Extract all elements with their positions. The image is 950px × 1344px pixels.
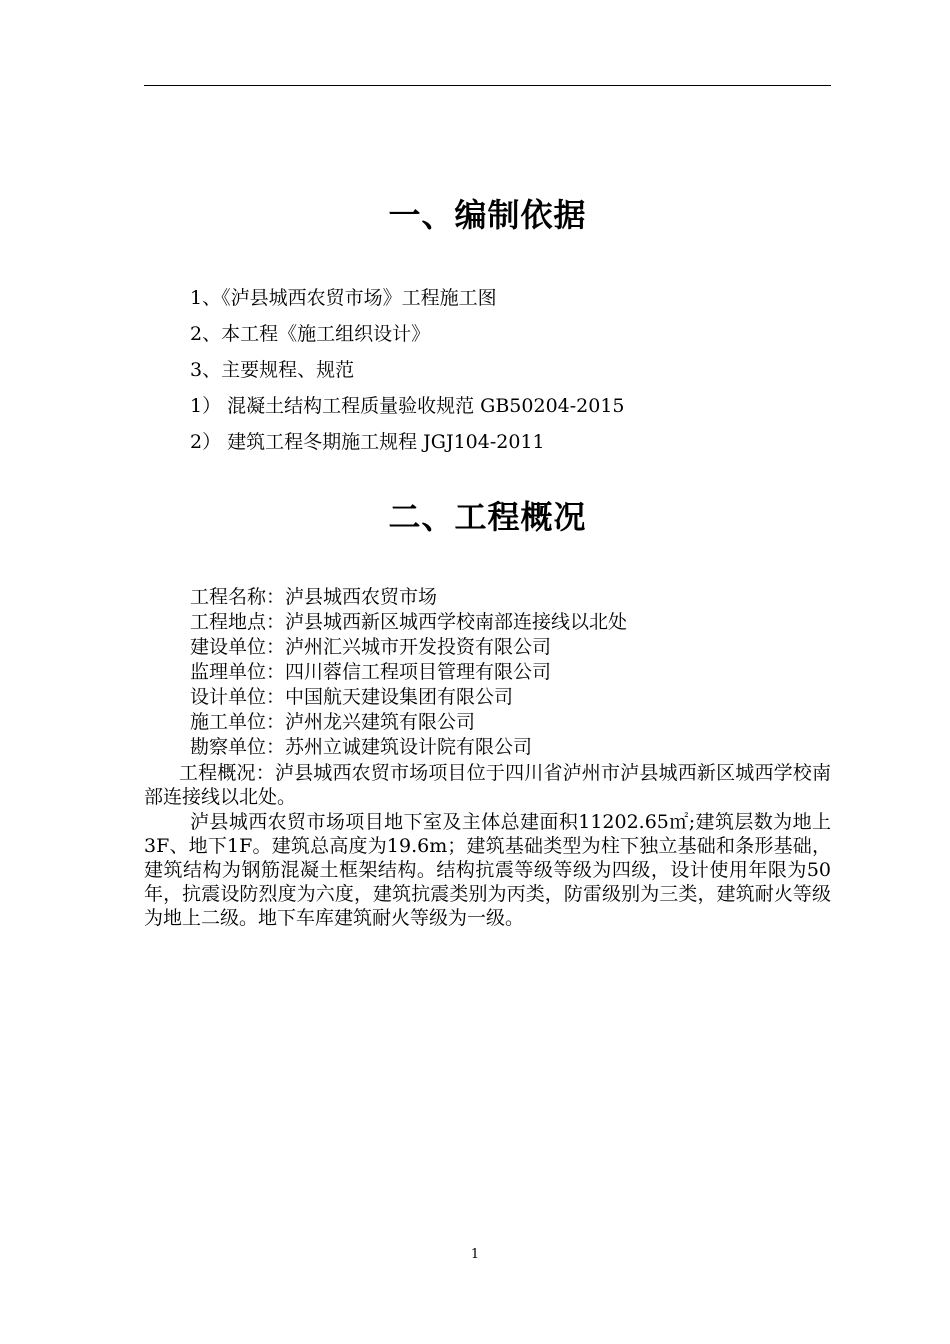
info-row: 勘察单位：苏州立诚建筑设计院有限公司 [190,736,533,758]
list-item: 1） 混凝土结构工程质量验收规范 GB50204-2015 [190,395,625,417]
info-row: 施工单位：泸州龙兴建筑有限公司 [190,711,476,733]
project-info-list [190,585,830,760]
overview-paragraph: 工程概况：泸县城西农贸市场项目位于四川省泸州市泸县城西新区城西学校南部连接线以北处。 [144,762,831,808]
list-item: 3、主要规程、规范 [190,359,355,381]
section-title-overview: 二、工程概况 [388,498,587,536]
basis-list [190,283,830,463]
page-number: 1 [470,1247,480,1262]
header-rule [144,85,831,86]
info-row: 监理单位：四川蓉信工程项目管理有限公司 [190,661,552,683]
list-item: 2、本工程《施工组织设计》 [190,323,431,345]
detail-paragraph: 泸县城西农贸市场项目地下室及主体总建面积11202.65㎡;建筑层数为地上3F、地下1F。建筑总高度为19.6m；建筑基础类型为柱下独立基础和条形基础，建筑结构为钢筋混凝土框架结构。结构抗震等级等级为四级，设计使用年限为50年，抗震设防烈度为六度，建筑抗震类别为丙类，防雷级别为三类，建筑耐火等级为地上二级。地下车库建筑耐火等级为一级。 [144,811,831,929]
info-row: 建设单位：泸州汇兴城市开发投资有限公司 [190,636,552,658]
list-item: 2） 建筑工程冬期施工规程 JGJ104-2011 [190,431,545,453]
list-item: 1、《泸县城西农贸市场》工程施工图 [190,287,497,309]
info-row: 设计单位：中国航天建设集团有限公司 [190,686,514,708]
section-title-basis: 一、编制依据 [388,196,587,234]
info-row: 工程名称：泸县城西农贸市场 [190,586,438,608]
info-row: 工程地点：泸县城西新区城西学校南部连接线以北处 [190,611,628,633]
